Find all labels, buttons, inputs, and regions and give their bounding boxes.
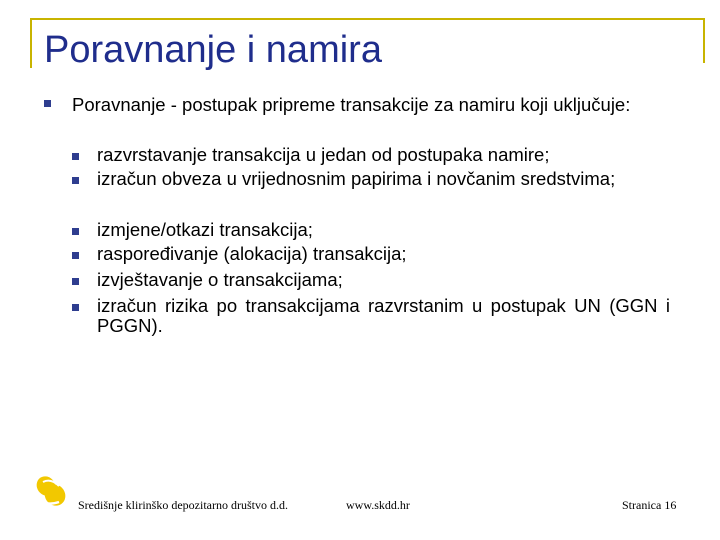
slide-title: Poravnanje i namira: [44, 29, 382, 71]
title-frame-right: [703, 18, 705, 63]
sub-bullet-item: izračun obveza u vrijednosnim papirima i novčanim sredstvima;: [97, 168, 616, 189]
main-bullet-marker: [44, 100, 51, 107]
footer-organization: Središnje klirinško depozitarno društvo d.d.: [78, 498, 288, 512]
title-frame-top: [30, 18, 705, 20]
sub-bullet-item: izračun rizika po transakcijama razvrstanim u postupak UN (GGN i PGGN).: [97, 295, 670, 336]
sub-bullet-item: izvještavanje o transakcijama;: [97, 269, 343, 290]
sub-bullet-marker: [72, 304, 79, 311]
sub-bullet-marker: [72, 228, 79, 235]
sub-bullet-marker: [72, 177, 79, 184]
main-bullet-text: Poravnanje - postupak pripreme transakcije za namiru koji uključuje:: [72, 94, 631, 115]
sub-bullet-item: raspoređivanje (alokacija) transakcija;: [97, 243, 407, 264]
footer-website[interactable]: www.skdd.hr: [346, 498, 410, 512]
sub-bullet-marker: [72, 153, 79, 160]
sub-bullet-item: izmjene/otkazi transakcija;: [97, 219, 313, 240]
sub-bullet-marker: [72, 278, 79, 285]
skdd-logo-icon: [33, 472, 73, 512]
sub-bullet-marker: [72, 252, 79, 259]
title-frame-left: [30, 18, 32, 68]
footer-page-number: Stranica 16: [622, 498, 677, 512]
sub-bullet-item: razvrstavanje transakcija u jedan od postupaka namire;: [97, 144, 550, 165]
